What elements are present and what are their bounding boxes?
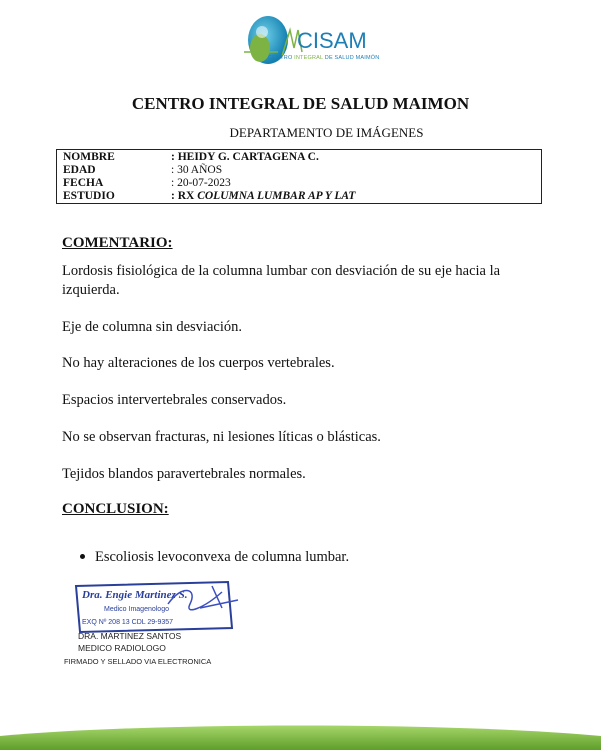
logo-subtitle: CENTRO INTEGRAL DE SALUD MAIMÓN	[268, 55, 380, 61]
signed-note: FIRMADO Y SELLADO VIA ELECTRONICA	[64, 657, 212, 666]
conclusion-item: Escoliosis levoconvexa de columna lumbar.	[80, 549, 349, 566]
stamp-role: Medico Imagenologo	[104, 606, 169, 613]
info-row-age: EDAD : 30 AÑOS	[63, 164, 223, 176]
comment-heading: COMENTARIO:	[62, 235, 173, 251]
comment-paragraph: Eje de columna sin desviación.	[62, 319, 242, 335]
conclusion-heading: CONCLUSION:	[62, 501, 169, 517]
comment-paragraph: No se observan fracturas, ni lesiones líticas o blásticas.	[62, 429, 381, 445]
bullet-dot-icon	[80, 554, 85, 559]
stamp-name: Dra. Engie Martinez S.	[82, 589, 188, 601]
page-title: CENTRO INTEGRAL DE SALUD MAIMON	[131, 94, 470, 113]
comment-paragraph: Espacios intervertebrales conservados.	[62, 392, 287, 408]
doctor-name: DRA. MARTINEZ SANTOS	[78, 631, 182, 641]
stamp-exq: EXQ Nº 208 13 CDL 29-9357	[82, 619, 174, 626]
patient-info-box	[56, 149, 542, 204]
doctor-stamp-icon	[72, 578, 242, 634]
info-row-date: FECHA : 20-07-2023	[63, 177, 231, 189]
info-row-name: NOMBRE : HEIDY G. CARTAGENA C.	[63, 151, 319, 163]
footer-wave	[0, 714, 601, 750]
logo-text: CISAM	[297, 28, 367, 53]
info-row-study: ESTUDIO : RX COLUMNA LUMBAR AP Y LAT	[63, 190, 356, 202]
comment-paragraph: Lordosis fisiológica de la columna lumbar con desviación de su eje hacia la izquierda.	[62, 263, 501, 298]
doctor-role: MEDICO RADIOLOGO	[78, 643, 166, 653]
comment-paragraph: Tejidos blandos paravertebrales normales.	[62, 466, 306, 482]
department-label: DEPARTAMENTO DE IMÁGENES	[229, 125, 424, 140]
comment-paragraph: No hay alteraciones de los cuerpos vertebrales.	[62, 355, 335, 371]
